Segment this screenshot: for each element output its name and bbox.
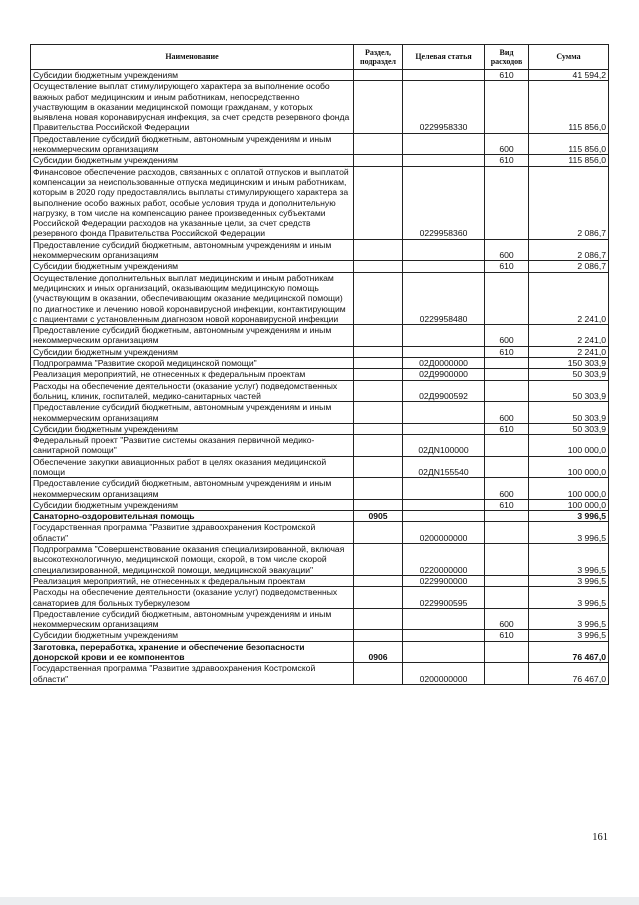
cell-expense-type xyxy=(485,511,529,522)
cell-name: Субсидии бюджетным учреждениям xyxy=(31,630,354,641)
cell-section xyxy=(354,325,403,347)
cell-expense-type: 610 xyxy=(485,261,529,272)
cell-sum: 3 996,5 xyxy=(529,575,609,586)
cell-sum: 50 303,9 xyxy=(529,380,609,402)
cell-name: Субсидии бюджетным учреждениям xyxy=(31,261,354,272)
cell-expense-type: 600 xyxy=(485,239,529,261)
cell-expense-type: 600 xyxy=(485,402,529,424)
cell-section xyxy=(354,478,403,500)
cell-sum: 150 303,9 xyxy=(529,358,609,369)
cell-name: Субсидии бюджетным учреждениям xyxy=(31,499,354,510)
cell-expense-type: 600 xyxy=(485,478,529,500)
cell-section xyxy=(354,630,403,641)
cell-sum: 100 000,0 xyxy=(529,478,609,500)
cell-section xyxy=(354,261,403,272)
cell-sum: 3 996,5 xyxy=(529,630,609,641)
cell-sum: 100 000,0 xyxy=(529,456,609,478)
cell-sum: 3 996,5 xyxy=(529,544,609,576)
budget-page xyxy=(30,44,608,685)
cell-name: Осуществление выплат стимулирующего характера за выполнение особо важных работ медицинским и иным работникам, непосредственно участвующим в оказании медицинской помощи гражданам, у которых выявлена новая коронавирусная инфекция, за счет средств резервного фонда Правительства Российской Федерации xyxy=(31,81,354,133)
cell-expense-type xyxy=(485,641,529,663)
cell-expense-type xyxy=(485,272,529,324)
table-row xyxy=(31,358,609,369)
cell-name: Субсидии бюджетным учреждениям xyxy=(31,346,354,357)
cell-section xyxy=(354,272,403,324)
cell-target-article: 02Д9900000 xyxy=(403,369,485,380)
cell-target-article: 0229958480 xyxy=(403,272,485,324)
table-row xyxy=(31,70,609,81)
table-row xyxy=(31,499,609,510)
cell-section xyxy=(354,423,403,434)
header-sum: Сумма xyxy=(529,45,609,70)
cell-section xyxy=(354,587,403,609)
cell-name: Предоставление субсидий бюджетным, автономным учреждениям и иным некоммерческим организациям xyxy=(31,133,354,155)
cell-name: Государственная программа "Развитие здравоохранения Костромской области" xyxy=(31,663,354,685)
cell-section xyxy=(354,575,403,586)
cell-section xyxy=(354,544,403,576)
table-row xyxy=(31,166,609,239)
cell-section xyxy=(354,346,403,357)
table-row xyxy=(31,155,609,166)
cell-sum: 2 086,7 xyxy=(529,261,609,272)
cell-target-article: 02ДN155540 xyxy=(403,456,485,478)
cell-expense-type: 610 xyxy=(485,423,529,434)
cell-target-article xyxy=(403,641,485,663)
cell-expense-type: 600 xyxy=(485,133,529,155)
cell-target-article: 0229958360 xyxy=(403,166,485,239)
cell-section xyxy=(354,133,403,155)
cell-name: Подпрограмма "Развитие скорой медицинской помощи" xyxy=(31,358,354,369)
cell-expense-type: 600 xyxy=(485,325,529,347)
cell-name: Реализация мероприятий, не отнесенных к федеральным проектам xyxy=(31,575,354,586)
cell-sum: 3 996,5 xyxy=(529,587,609,609)
cell-sum: 76 467,0 xyxy=(529,641,609,663)
cell-expense-type xyxy=(485,435,529,457)
cell-section xyxy=(354,499,403,510)
cell-target-article: 0220000000 xyxy=(403,544,485,576)
cell-sum: 50 303,9 xyxy=(529,402,609,424)
cell-target-article xyxy=(403,261,485,272)
cell-expense-type xyxy=(485,166,529,239)
cell-section: 0905 xyxy=(354,511,403,522)
cell-section xyxy=(354,166,403,239)
page-number: 161 xyxy=(592,832,608,843)
cell-name: Предоставление субсидий бюджетным, автономным учреждениям и иным некоммерческим организациям xyxy=(31,608,354,630)
table-row xyxy=(31,272,609,324)
cell-expense-type xyxy=(485,380,529,402)
cell-name: Реализация мероприятий, не отнесенных к федеральным проектам xyxy=(31,369,354,380)
cell-expense-type xyxy=(485,587,529,609)
cell-expense-type xyxy=(485,456,529,478)
cell-target-article xyxy=(403,630,485,641)
table-row xyxy=(31,325,609,347)
cell-sum: 50 303,9 xyxy=(529,369,609,380)
cell-expense-type xyxy=(485,81,529,133)
cell-expense-type xyxy=(485,663,529,685)
cell-target-article: 02ДN100000 xyxy=(403,435,485,457)
header-name: Наименование xyxy=(31,45,354,70)
cell-name: Предоставление субсидий бюджетным, автономным учреждениям и иным некоммерческим организациям xyxy=(31,478,354,500)
table-row xyxy=(31,587,609,609)
cell-name: Финансовое обеспечение расходов, связанных с оплатой отпусков и выплатой компенсации за неиспользованные отпуска медицинским и иным работникам, которым в 2020 году предоставлялись выплаты стимулирующего характера за выполнение особо важных работ, особые условия труда и дополнительную нагрузку, в том числе на компенсацию ранее произведенных субъектами Российской Федерации расходов на указанные цели, за счет средств резервного фонда Правительства Российской Федерации xyxy=(31,166,354,239)
cell-sum: 3 996,5 xyxy=(529,522,609,544)
cell-expense-type: 610 xyxy=(485,346,529,357)
table-row xyxy=(31,456,609,478)
cell-target-article xyxy=(403,155,485,166)
header-expense-type: Вид расходов xyxy=(485,45,529,70)
viewer-bottom-strip xyxy=(0,897,639,905)
table-row xyxy=(31,663,609,685)
cell-expense-type: 610 xyxy=(485,155,529,166)
table-row xyxy=(31,435,609,457)
table-row xyxy=(31,608,609,630)
table-row xyxy=(31,641,609,663)
cell-name: Субсидии бюджетным учреждениям xyxy=(31,155,354,166)
cell-section xyxy=(354,70,403,81)
cell-name: Предоставление субсидий бюджетным, автономным учреждениям и иным некоммерческим организациям xyxy=(31,325,354,347)
cell-section xyxy=(354,369,403,380)
cell-sum: 115 856,0 xyxy=(529,133,609,155)
cell-target-article: 02Д0000000 xyxy=(403,358,485,369)
cell-section xyxy=(354,239,403,261)
cell-target-article xyxy=(403,70,485,81)
table-row xyxy=(31,133,609,155)
table-row xyxy=(31,575,609,586)
cell-name: Заготовка, переработка, хранение и обеспечение безопасности донорской крови и ее компонентов xyxy=(31,641,354,663)
table-row xyxy=(31,511,609,522)
cell-section xyxy=(354,608,403,630)
cell-target-article xyxy=(403,402,485,424)
cell-target-article: 0200000000 xyxy=(403,522,485,544)
cell-name: Субсидии бюджетным учреждениям xyxy=(31,70,354,81)
cell-expense-type: 610 xyxy=(485,630,529,641)
cell-name: Подпрограмма "Совершенствование оказания специализированной, включая высокотехнологичную, медицинской помощи, скорой, в том числе скорой специализированной, медицинской помощи, медицинской эвакуации" xyxy=(31,544,354,576)
cell-sum: 2 086,7 xyxy=(529,166,609,239)
cell-sum: 100 000,0 xyxy=(529,499,609,510)
table-row xyxy=(31,522,609,544)
cell-target-article xyxy=(403,133,485,155)
cell-section xyxy=(354,435,403,457)
cell-expense-type: 600 xyxy=(485,608,529,630)
cell-target-article: 02Д9900592 xyxy=(403,380,485,402)
cell-target-article: 0200000000 xyxy=(403,663,485,685)
cell-name: Расходы на обеспечение деятельности (оказание услуг) подведомственных санаториев для больных туберкулезом xyxy=(31,587,354,609)
cell-expense-type xyxy=(485,575,529,586)
cell-section xyxy=(354,380,403,402)
cell-name: Санаторно-оздоровительная помощь xyxy=(31,511,354,522)
table-row xyxy=(31,261,609,272)
cell-sum: 3 996,5 xyxy=(529,608,609,630)
cell-name: Предоставление субсидий бюджетным, автономным учреждениям и иным некоммерческим организациям xyxy=(31,402,354,424)
cell-name: Предоставление субсидий бюджетным, автономным учреждениям и иным некоммерческим организациям xyxy=(31,239,354,261)
cell-section xyxy=(354,522,403,544)
cell-sum: 100 000,0 xyxy=(529,435,609,457)
table-row xyxy=(31,630,609,641)
cell-target-article: 0229958330 xyxy=(403,81,485,133)
cell-expense-type: 610 xyxy=(485,70,529,81)
cell-expense-type xyxy=(485,544,529,576)
table-row xyxy=(31,423,609,434)
table-row xyxy=(31,369,609,380)
cell-name: Федеральный проект "Развитие системы оказания первичной медико-санитарной помощи" xyxy=(31,435,354,457)
cell-target-article xyxy=(403,499,485,510)
cell-section xyxy=(354,402,403,424)
cell-section xyxy=(354,663,403,685)
table-row xyxy=(31,380,609,402)
cell-target-article xyxy=(403,325,485,347)
cell-sum: 2 241,0 xyxy=(529,272,609,324)
table-row xyxy=(31,544,609,576)
cell-expense-type xyxy=(485,358,529,369)
cell-target-article xyxy=(403,608,485,630)
cell-name: Обеспечение закупки авиационных работ в целях оказания медицинской помощи xyxy=(31,456,354,478)
cell-sum: 3 996,5 xyxy=(529,511,609,522)
budget-table xyxy=(30,44,609,685)
cell-section xyxy=(354,155,403,166)
table-row xyxy=(31,239,609,261)
cell-sum: 41 594,2 xyxy=(529,70,609,81)
cell-target-article xyxy=(403,511,485,522)
cell-name: Расходы на обеспечение деятельности (оказание услуг) подведомственных больниц, клиник, госпиталей, медико-санитарных частей xyxy=(31,380,354,402)
cell-sum: 76 467,0 xyxy=(529,663,609,685)
table-body xyxy=(31,70,609,685)
cell-name: Государственная программа "Развитие здравоохранения Костромской области" xyxy=(31,522,354,544)
cell-target-article xyxy=(403,478,485,500)
table-row xyxy=(31,346,609,357)
cell-expense-type xyxy=(485,369,529,380)
cell-expense-type xyxy=(485,522,529,544)
cell-target-article: 0229900000 xyxy=(403,575,485,586)
cell-target-article xyxy=(403,346,485,357)
header-section: Раздел, подраздел xyxy=(354,45,403,70)
cell-section xyxy=(354,358,403,369)
table-row xyxy=(31,402,609,424)
cell-section xyxy=(354,456,403,478)
cell-target-article xyxy=(403,239,485,261)
table-row xyxy=(31,478,609,500)
header-target-article: Целевая статья xyxy=(403,45,485,70)
cell-sum: 2 241,0 xyxy=(529,346,609,357)
cell-sum: 50 303,9 xyxy=(529,423,609,434)
cell-target-article xyxy=(403,423,485,434)
cell-section xyxy=(354,81,403,133)
cell-name: Осуществление дополнительных выплат медицинским и иным работникам медицинских и иных организаций, оказывающим медицинскую помощь (участвующим в оказании, обеспечивающим оказание медицинской помощи) по диагностике и лечению новой коронавирусной инфекции, контактирующим с пациентами с установленным диагнозом новой коронавирусной инфекции xyxy=(31,272,354,324)
cell-sum: 115 856,0 xyxy=(529,155,609,166)
table-header-row xyxy=(31,45,609,70)
cell-sum: 2 241,0 xyxy=(529,325,609,347)
cell-name: Субсидии бюджетным учреждениям xyxy=(31,423,354,434)
cell-sum: 2 086,7 xyxy=(529,239,609,261)
table-row xyxy=(31,81,609,133)
cell-section: 0906 xyxy=(354,641,403,663)
cell-sum: 115 856,0 xyxy=(529,81,609,133)
cell-target-article: 0229900595 xyxy=(403,587,485,609)
cell-expense-type: 610 xyxy=(485,499,529,510)
